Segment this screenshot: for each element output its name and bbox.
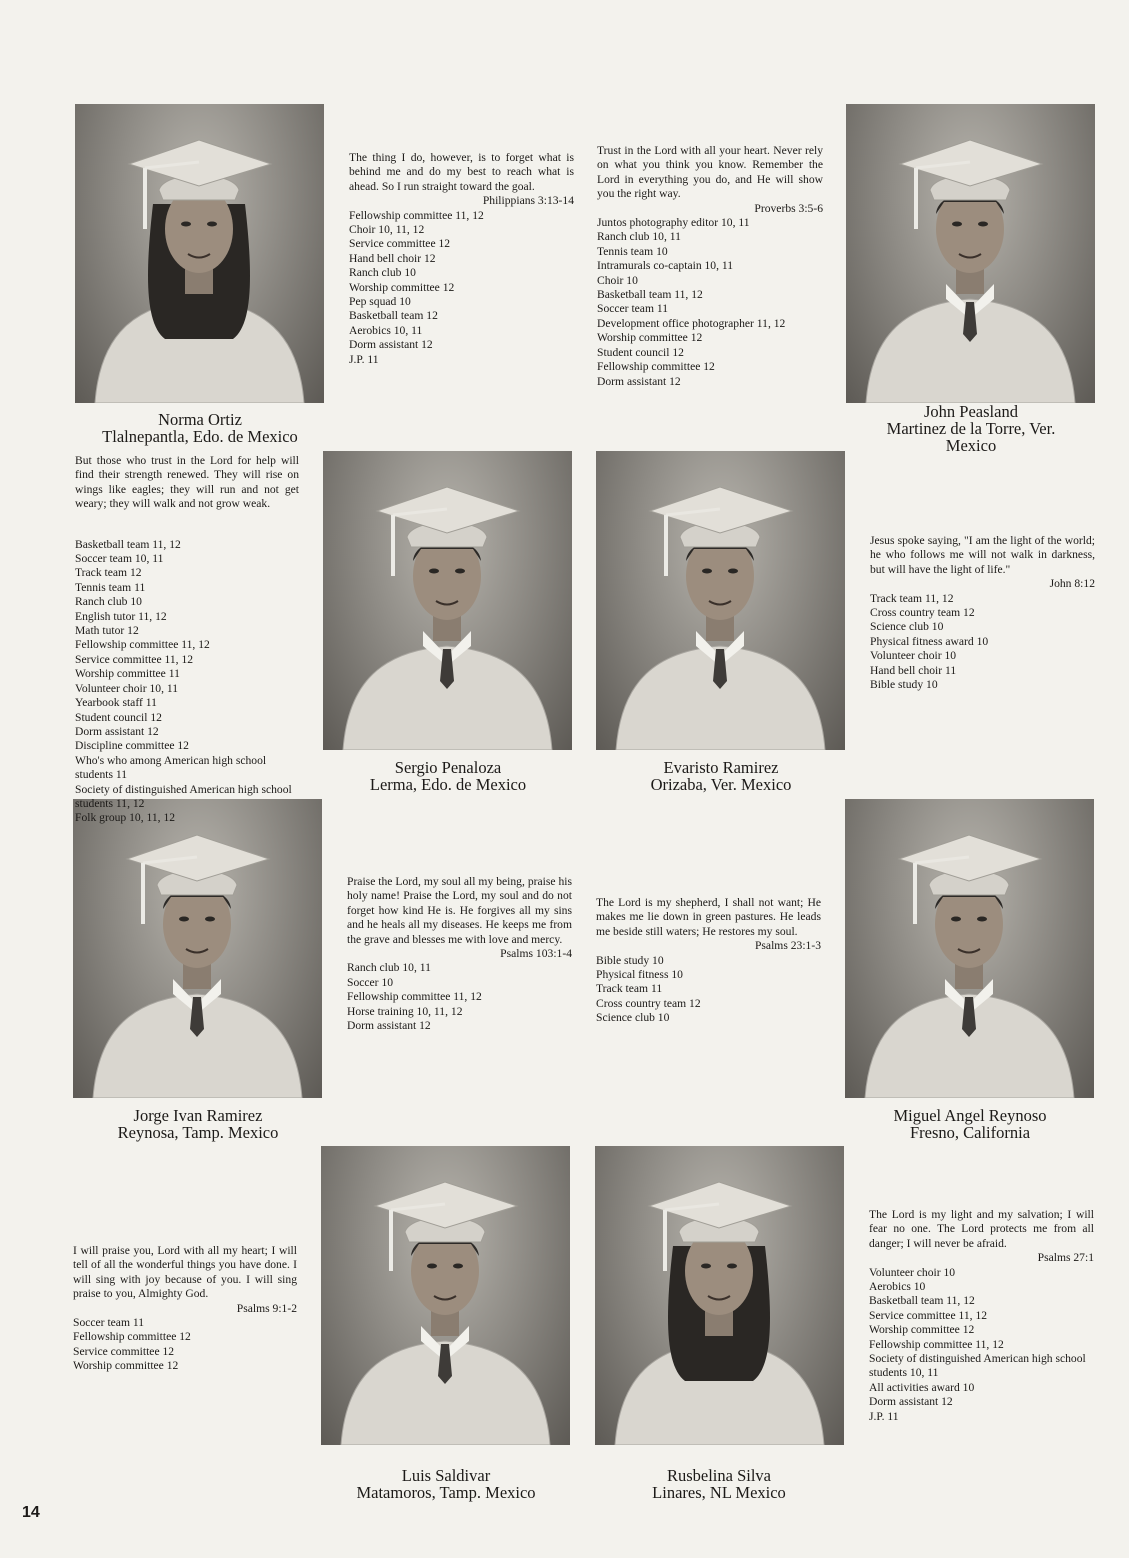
scripture-reference: John 8:12 xyxy=(1049,577,1095,591)
graduate-portrait-illustration xyxy=(596,451,845,750)
activity-item: Worship committee 12 xyxy=(349,280,455,294)
activity-item: Ranch club 10 xyxy=(75,595,142,609)
portrait-photo-rusbelina-silva xyxy=(595,1146,844,1445)
activities-list xyxy=(870,592,1095,693)
student-name: Miguel Angel Reynoso xyxy=(893,1106,1047,1125)
activity-item: Service committee 12 xyxy=(349,237,451,251)
activity-item: Pep squad 10 xyxy=(349,295,411,309)
activity-item: Yearbook staff 11 xyxy=(75,696,157,710)
student-quote: The Lord is my light and my salvation; I will fear no one. The Lord protects me from all danger; I will never be afraid. xyxy=(869,1208,1094,1250)
activity-item: Cross country team 12 xyxy=(596,996,701,1010)
activities-list xyxy=(596,954,821,1026)
activity-item: Worship committee 12 xyxy=(869,1323,975,1337)
activity-item: Worship committee 11 xyxy=(75,667,180,681)
activity-item: Soccer team 11 xyxy=(597,302,669,316)
activity-item: Tennis team 11 xyxy=(75,580,146,594)
activity-item: Fellowship committee 11, 12 xyxy=(347,990,482,1004)
activity-item: Ranch club 10, 11 xyxy=(597,230,681,244)
activity-item: Physical fitness award 10 xyxy=(870,634,989,648)
student-name: Evaristo Ramirez xyxy=(663,758,779,777)
student-quote: Trust in the Lord with all your heart. Never rely on what you think you know. Remember the Lord in everything you do, and He will show you the right way. xyxy=(597,144,823,201)
graduate-portrait-illustration xyxy=(323,451,572,750)
activity-item: Hand bell choir 12 xyxy=(349,251,436,265)
student-name: Rusbelina Silva xyxy=(666,1466,772,1485)
student-caption xyxy=(70,411,330,445)
activity-item: Basketball team 11, 12 xyxy=(75,537,181,551)
activity-item: Development office photographer 11, 12 xyxy=(597,316,786,330)
student-quote: Praise the Lord, my soul all my being, praise his holy name! Praise the Lord, my soul and do not forget how kind He is. He forgives all my sins and he heals all my diseases. He keeps me from the grave and blesses me with love and mercy. xyxy=(347,875,572,946)
student-quote: I will praise you, Lord with all my heart; I will tell of all the wonderful things you have done. I will sing with joy because of you. I will sing praise to you, Almighty God. xyxy=(73,1244,297,1301)
activity-item: Horse training 10, 11, 12 xyxy=(347,1004,463,1018)
scripture-reference: Philippians 3:13-14 xyxy=(482,194,574,208)
activity-item: Volunteer choir 10 xyxy=(870,649,957,663)
student-caption xyxy=(318,759,578,793)
student-caption xyxy=(590,759,852,793)
activity-item: Discipline committee 12 xyxy=(75,739,189,753)
activity-item: Fellowship committee 11, 12 xyxy=(349,208,484,222)
student-text-block xyxy=(75,454,299,826)
activity-item: Fellowship committee 12 xyxy=(73,1330,191,1344)
activity-item: All activities award 10 xyxy=(869,1380,975,1394)
activity-item: Science club 10 xyxy=(870,620,944,634)
student-hometown: Martinez de la Torre, Ver. xyxy=(886,419,1056,438)
activity-item: Dorm assistant 12 xyxy=(347,1019,431,1033)
graduate-portrait-illustration xyxy=(321,1146,570,1445)
activities-list xyxy=(597,216,823,389)
scripture-reference: Psalms 23:1-3 xyxy=(754,939,821,953)
graduate-portrait-illustration xyxy=(845,799,1094,1098)
student-text-block xyxy=(73,1244,297,1374)
activity-item: Science club 10 xyxy=(596,1011,670,1025)
activity-item: Bible study 10 xyxy=(870,678,938,692)
activity-item: Volunteer choir 10, 11 xyxy=(75,681,179,695)
activity-item: Worship committee 12 xyxy=(597,331,703,345)
activity-item: Intramurals co-captain 10, 11 xyxy=(597,259,734,273)
activity-item: Fellowship committee 11, 12 xyxy=(869,1337,1004,1351)
activities-list xyxy=(347,961,572,1033)
activity-item: Basketball team 12 xyxy=(349,309,438,323)
student-caption xyxy=(67,1107,329,1141)
graduate-portrait-illustration xyxy=(73,799,322,1098)
activity-item: J.P. 11 xyxy=(869,1409,899,1423)
activity-item: Worship committee 12 xyxy=(73,1359,179,1373)
activity-item: Juntos photography editor 10, 11 xyxy=(597,216,750,230)
activities-list xyxy=(349,209,574,367)
activity-item: Society of distinguished American high school students 11, 12 xyxy=(75,782,292,810)
student-hometown: Tlalnepantla, Edo. de Mexico xyxy=(102,427,298,446)
activity-item: English tutor 11, 12 xyxy=(75,609,167,623)
student-hometown: Fresno, California xyxy=(909,1123,1031,1142)
activity-item: Folk group 10, 11, 12 xyxy=(75,811,176,825)
activity-item: Track team 11 xyxy=(596,982,663,996)
activity-item: Student council 12 xyxy=(597,345,684,359)
student-text-block xyxy=(349,151,574,367)
activity-item: Service committee 11, 12 xyxy=(75,652,194,666)
activities-list xyxy=(75,538,299,826)
activity-item: Fellowship committee 11, 12 xyxy=(75,638,210,652)
activity-item: Track team 12 xyxy=(75,566,142,580)
activity-item: Tennis team 10 xyxy=(597,244,668,258)
activities-list xyxy=(73,1316,297,1374)
student-caption xyxy=(840,403,1102,454)
activity-item: Service committee 12 xyxy=(73,1344,175,1358)
activity-item: Dorm assistant 12 xyxy=(869,1395,953,1409)
student-hometown: Matamoros, Tamp. Mexico xyxy=(356,1483,536,1502)
graduate-portrait-illustration xyxy=(595,1146,844,1445)
student-text-block xyxy=(870,534,1095,692)
portrait-photo-john-peasland xyxy=(846,104,1095,403)
activity-item: Cross country team 12 xyxy=(870,606,975,620)
activity-item: Choir 10 xyxy=(597,273,638,287)
student-caption xyxy=(838,1107,1102,1141)
student-text-block xyxy=(347,875,572,1033)
activity-item: Math tutor 12 xyxy=(75,624,139,638)
activity-item: Basketball team 11, 12 xyxy=(869,1294,975,1308)
scripture-reference: Psalms 103:1-4 xyxy=(500,947,572,961)
activity-item: Student council 12 xyxy=(75,710,162,724)
activity-item: Dorm assistant 12 xyxy=(349,338,433,352)
student-name: John Peasland xyxy=(924,402,1018,421)
student-quote: The Lord is my shepherd, I shall not want; He makes me lie down in green pastures. He leads me beside still waters; He restores my soul. xyxy=(596,896,821,938)
student-text-block xyxy=(869,1208,1094,1424)
portrait-photo-miguel-angel-reynoso xyxy=(845,799,1094,1098)
activity-item: Soccer team 11 xyxy=(73,1316,145,1330)
student-caption xyxy=(315,1467,577,1501)
page-number: 14 xyxy=(22,1504,40,1521)
activity-item: Hand bell choir 11 xyxy=(870,663,957,677)
activity-item: J.P. 11 xyxy=(349,352,379,366)
student-name: Luis Saldivar xyxy=(401,1466,491,1485)
graduate-portrait-illustration xyxy=(75,104,324,403)
student-quote: But those who trust in the Lord for help will find their strength renewed. They will rise on wings like eagles; they will run and not get weary; they will walk and not grow weak. xyxy=(75,454,299,511)
portrait-photo-jorge-ivan-ramirez xyxy=(73,799,322,1098)
student-quote: Jesus spoke saying, "I am the light of the world; he who follows me will not walk in darkness, but will have the light of life." xyxy=(870,534,1095,576)
activity-item: Service committee 11, 12 xyxy=(869,1308,988,1322)
student-hometown: Linares, NL Mexico xyxy=(652,1483,786,1502)
student-name: Norma Ortiz xyxy=(158,410,242,429)
student-hometown: Orizaba, Ver. Mexico xyxy=(650,775,792,794)
activity-item: Basketball team 11, 12 xyxy=(597,288,703,302)
student-text-block xyxy=(596,896,821,1026)
student-name: Jorge Ivan Ramirez xyxy=(133,1106,263,1125)
activity-item: Aerobics 10 xyxy=(869,1280,926,1294)
portrait-photo-luis-saldivar xyxy=(321,1146,570,1445)
portrait-photo-sergio-penaloza xyxy=(323,451,572,750)
activity-item: Choir 10, 11, 12 xyxy=(349,223,425,237)
student-hometown-line-2: Mexico xyxy=(945,436,997,455)
portrait-photo-evaristo-ramirez xyxy=(596,451,845,750)
activity-item: Soccer 10 xyxy=(347,975,394,989)
student-text-block xyxy=(597,144,823,389)
student-caption xyxy=(588,1467,850,1501)
activity-item: Ranch club 10 xyxy=(349,266,416,280)
activity-item: Fellowship committee 12 xyxy=(597,360,715,374)
activity-item: Dorm assistant 12 xyxy=(597,374,681,388)
activity-item: Volunteer choir 10 xyxy=(869,1265,956,1279)
activities-list xyxy=(869,1266,1094,1424)
activity-item: Dorm assistant 12 xyxy=(75,724,159,738)
student-quote: The thing I do, however, is to forget what is behind me and do my best to reach what is ahead. So I run straight toward the goal. xyxy=(349,151,574,193)
graduate-portrait-illustration xyxy=(846,104,1095,403)
activity-item: Ranch club 10, 11 xyxy=(347,961,431,975)
activity-item: Bible study 10 xyxy=(596,953,664,967)
activity-item: Aerobics 10, 11 xyxy=(349,323,423,337)
activity-item: Society of distinguished American high school students 10, 11 xyxy=(869,1352,1086,1380)
student-name: Sergio Penaloza xyxy=(394,758,502,777)
student-hometown: Lerma, Edo. de Mexico xyxy=(369,775,527,794)
scripture-reference: Psalms 27:1 xyxy=(1037,1251,1094,1265)
activity-item: Who's who among American high school students 11 xyxy=(75,753,267,782)
student-hometown: Reynosa, Tamp. Mexico xyxy=(117,1123,279,1142)
activity-item: Track team 11, 12 xyxy=(870,591,954,605)
activity-item: Physical fitness 10 xyxy=(596,968,683,982)
portrait-photo-norma-ortiz xyxy=(75,104,324,403)
scripture-reference: Psalms 9:1-2 xyxy=(236,1301,297,1315)
activity-item: Soccer team 10, 11 xyxy=(75,552,164,566)
scripture-reference: Proverbs 3:5-6 xyxy=(754,201,823,215)
